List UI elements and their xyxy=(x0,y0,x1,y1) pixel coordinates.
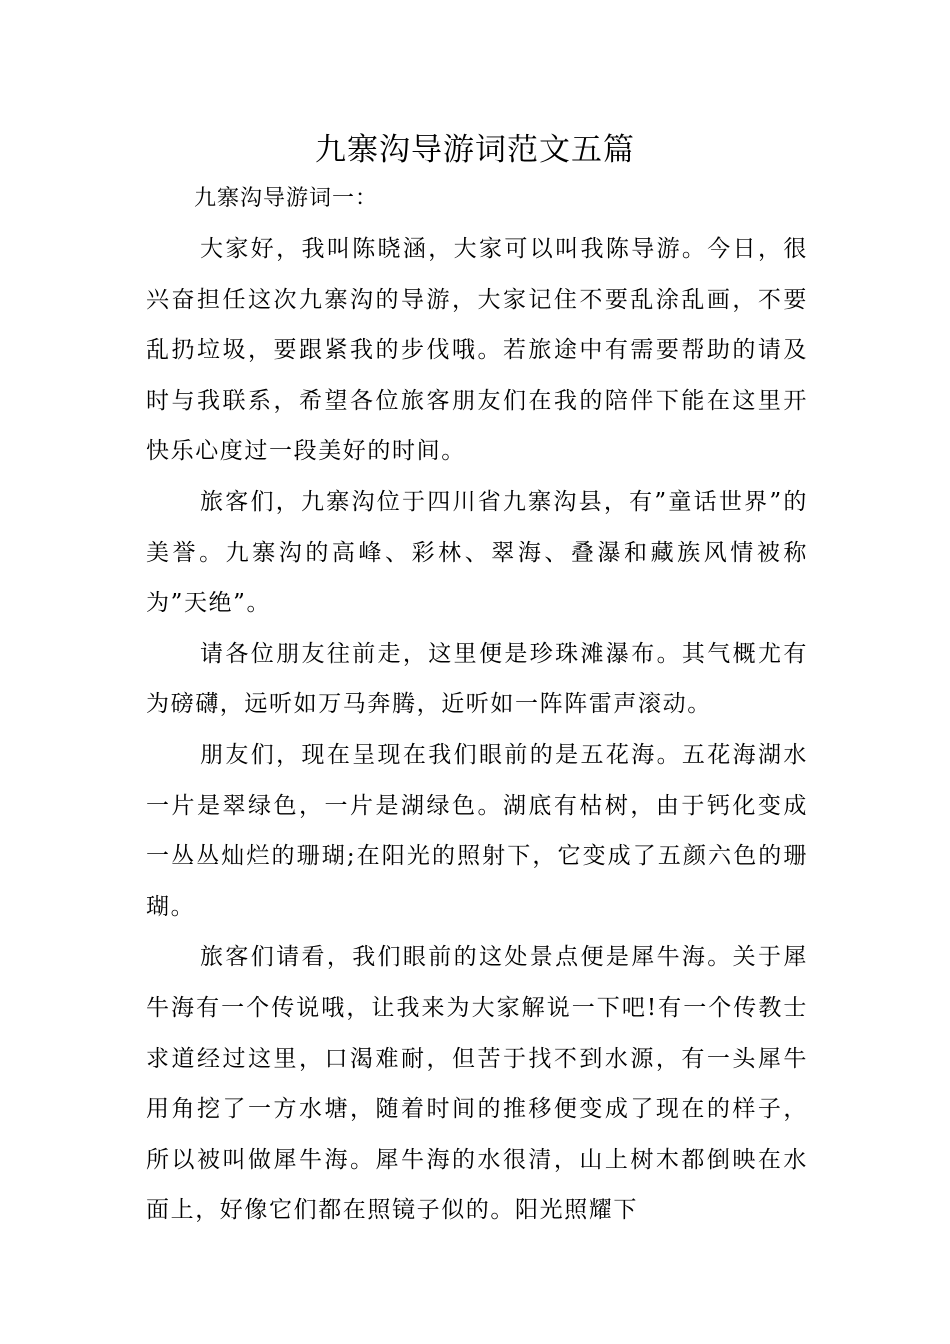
paragraph: 旅客们，九寨沟位于四川省九寨沟县，有”童话世界”的美誉。九寨沟的高峰、彩林、翠海、叠瀑和藏族风情被称为”天绝”。 xyxy=(146,488,808,617)
paragraph: 旅客们请看，我们眼前的这处景点便是犀牛海。关于犀牛海有一个传说哦，让我来为大家解说一下吧!有一个传教士求道经过这里，口渴难耐，但苦于找不到水源，有一头犀牛用角挖了一方水塘，随着时间的推移便变成了现在的样子，所以被叫做犀牛海。犀牛海的水很清，山上树木都倒映在水面上，好像它们都在照镜子似的。阳光照耀下 xyxy=(146,944,808,1224)
paragraph: 大家好，我叫陈晓涵，大家可以叫我陈导游。今日，很兴奋担任这次九寨沟的导游，大家记住不要乱涂乱画，不要乱扔垃圾，要跟紧我的步伐哦。若旅途中有需要帮助的请及时与我联系，希望各位旅客朋友们在我的陪伴下能在这里开快乐心度过一段美好的时间。 xyxy=(146,236,808,465)
document-body xyxy=(146,224,808,1236)
document-title: 九寨沟导游词范文五篇 xyxy=(315,132,635,168)
paragraph: 朋友们，现在呈现在我们眼前的是五花海。五花海湖水一片是翠绿色，一片是湖绿色。湖底有枯树，由于钙化变成一丛丛灿烂的珊瑚;在阳光的照射下，它变成了五颜六色的珊瑚。 xyxy=(146,741,808,920)
paragraph: 请各位朋友往前走，这里便是珍珠滩瀑布。其气概尤有为磅礴，远听如万马奔腾，近听如一阵阵雷声滚动。 xyxy=(146,640,808,718)
section-heading: 九寨沟导游词一： xyxy=(194,186,379,211)
